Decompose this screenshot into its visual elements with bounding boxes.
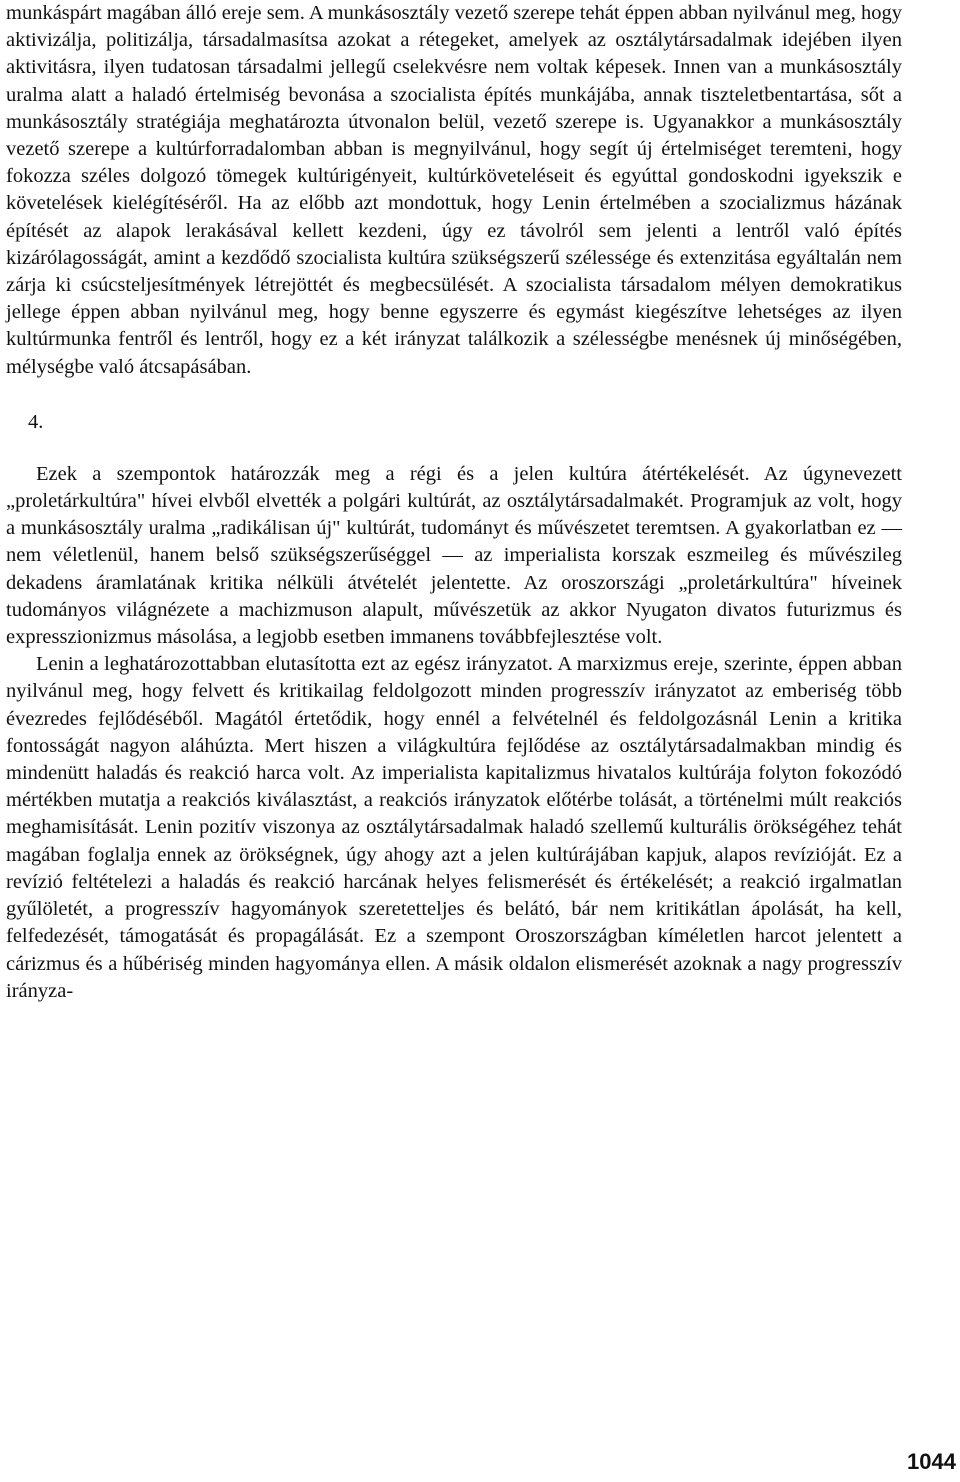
paragraph-revaluation: Ezek a szempontok határozzák meg a régi és a jelen kultúra átértékelését. Az úgynevezett „proletárkultúra" hívei elvből elvették a polgári kultúrát, az osztálytársadalmakét. Programjuk az volt, hogy a munkásosztály uralma „radikálisan új" kultúrát, tudományt és művészetet teremtsen. A gyakorlatban ez — nem véletlenül, hanem belső szükségszerűséggel — az imperialista korszak eszmeileg és művészileg dekadens áramlatának kritika nélküli átvételét jelentette. Az oroszországi „proletárkultúra" híveinek tudományos világnézete a machizmuson alapult, művészetük az akkor Nyugaton divatos futurizmus és expresszionizmus másolása, a legjobb esetben immanens továbbfejlesztése volt. (6, 462, 902, 649)
paragraph-continuation: munkáspárt magában álló ereje sem. A munkásosztály vezető szerepe tehát éppen abban nyilvánul meg, hogy aktivizálja, politizálja, társadalmasítsa azokat a rétegeket, amelyek az osztálytársadalmak idejében ilyen aktivitásra, ilyen tudatosan társadalmi jellegű cselekvésre nem voltak képesek. Innen van a munkásosztály uralma alatt a haladó értelmiség bevonása a szocialista építés munkájába, annak tiszteletbentartása, sőt a munkásosztály stratégiája meghatározta útvonalon belül, vezető szerepe is. Ugyanakkor a munkásosztály vezető szerepe a kultúrforradalomban abban is megnyilvánul, hogy segít új értelmiséget teremteni, hogy fokozza széles dolgozó tömegek kultúrigényeit, kultúrköveteléseit és egyúttal gondoskodni igyekszik e követelések kielégítéséről. Ha az előbb azt mondottuk, hogy Lenin értelmében a szocializmus házának építését az alapok lerakásával kellett kezdeni, úgy ez távolról sem jelenti a lentről való építés kizárólagosságát, amint a kezdődő szocialista kultúra szükségszerű szélessége és extenzitása egyáltalán nem zárja ki csúcsteljesítmények létrejöttét és megbecsülését. A szocialista társadalom mélyen demokratikus jellege éppen abban nyilvánul meg, hogy benne egyszerre és egymást kiegészítve lehetséges az ilyen kultúrmunka fentről és lentről, hogy ez a két irányzat találkozik a szélességbe menésnek új minőségében, mélységbe való átcsapásában. (6, 2, 903, 378)
section-number: 4. (28, 410, 44, 433)
page-number: 1044 (907, 1449, 956, 1474)
paragraph-lenin: Lenin a leghatározottabban elutasította ezt az egész irányzatot. A marxizmus ereje, szerinte, éppen abban nyilvánul meg, hogy felvett és kritikailag feldolgozott minden progresszív irányzatot az emberiség több évezredes fejlődéséből. Magától értetődik, hogy ennél a felvételnél és feldolgozásnál Lenin a kritika fontosságát nagyon aláhúzta. Mert hiszen a világkultúra fejlődése az osztálytársadalmakban mindig és mindenütt haladás és reakció harca volt. Az imperialista kapitalizmus hivatalos kultúrája folyton fokozódó mértékben mutatja a reakciós kiválasztást, a reakciós irányzatok előtérbe tolását, a történelmi múlt reakciós meghamisítását. Lenin pozitív viszonya az osztálytársadalmak haladó szellemű kulturális örökségéhez tehát magában foglalja ennek az örökségnek, úgy ahogy azt a jelen kultúrájában kapjuk, alapos revízióját. Ez a revízió feltételezi a haladás és reakció harcának helyes felismerését és értékelését; a reakció irgalmatlan gyűlöletét, a progresszív hagyományok szeretetteljes és belátó, bár nem kritikátlan ápolását, ha kell, felfedezését, támogatását és propagálását. Ez a szempont Oroszországban kíméletlen harcot jelentett a cárizmus és a hűbériség minden hagyománya ellen. A másik oldalon elismerését azoknak a nagy progresszív irányza- (6, 653, 902, 1002)
section-spacer (6, 435, 902, 461)
document-page (6, 0, 902, 1005)
